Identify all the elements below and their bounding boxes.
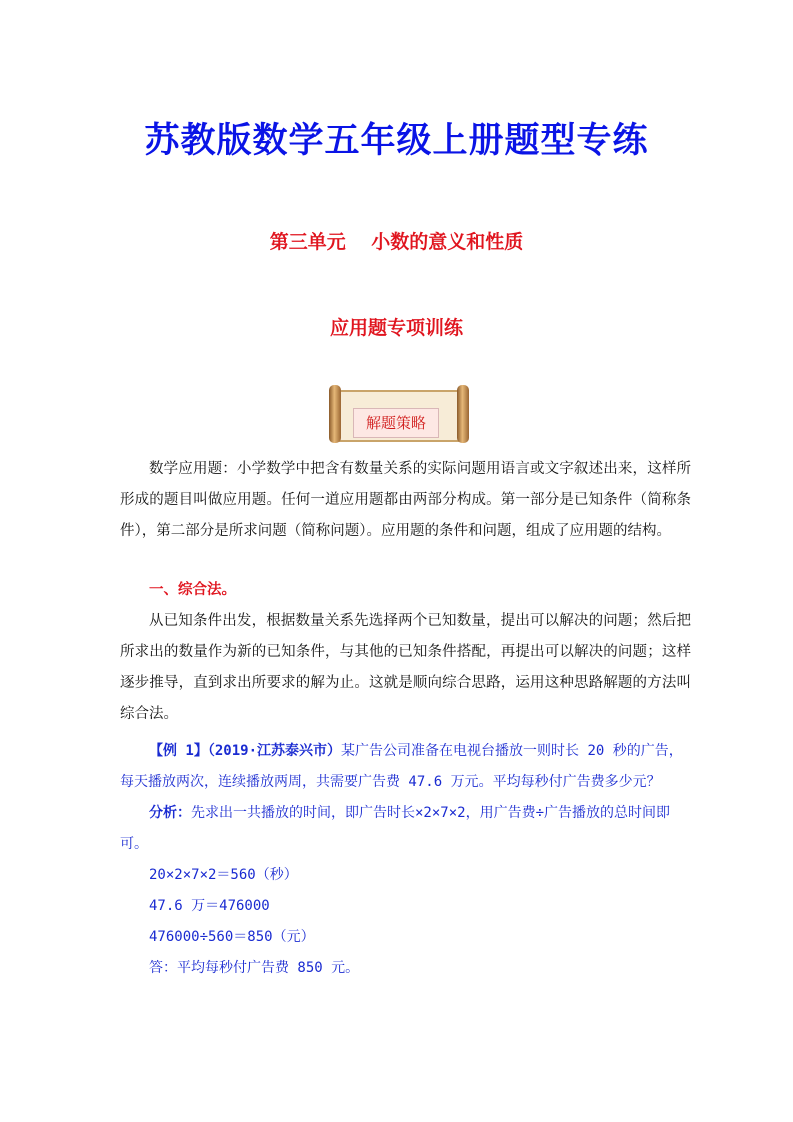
example-question [120, 736, 691, 798]
example-analysis [120, 798, 691, 860]
scroll-left-roll [329, 385, 341, 443]
intro-paragraph: 数学应用题：小学数学中把含有数量关系的实际问题用语言或文字叙述出来，这样所形成的题目叫做应用题。任何一道应用题都由两部分构成。第一部分是已知条件（简称条件），第二部分是所求问题（简称问题）。应用题的条件和问题，组成了应用题的结构。 [120, 461, 691, 539]
analysis-label: 分析： [149, 805, 191, 821]
example-source: （2019·江苏泰兴市） [207, 743, 342, 759]
example-block [120, 736, 691, 984]
example-question-text: 某广告公司准备在电视台播放一则时长 20 秒的广告，每天播放两次，连续播放两周，共需要广告费 47.6 万元。平均每秒付广告费多少元？ [120, 743, 683, 790]
unit-title: 第三单元 小数的意义和性质 [269, 231, 524, 253]
scroll-paper [339, 390, 459, 442]
scroll-right-roll [457, 385, 469, 443]
intro-section [120, 454, 691, 547]
solution-step: 47.6 万＝476000 [149, 898, 270, 914]
document-title: 苏教版数学五年级上册题型专练 [144, 121, 649, 161]
strategy-scroll-banner [329, 385, 469, 443]
solution-step: 476000÷560＝850（元） [149, 929, 315, 945]
method-section [120, 606, 691, 730]
method-paragraph: 从已知条件出发，根据数量关系先选择两个已知数量，提出可以解决的问题；然后把所求出的数量作为新的已知条件，与其他的已知条件搭配，再提出可以解决的问题；这样逐步推导，直到求出所要求的解为止。这就是顺向综合思路，运用这种思路解题的方法叫综合法。 [120, 613, 691, 722]
solution-answer: 答：平均每秒付广告费 850 元。 [149, 960, 360, 976]
analysis-text: 先求出一共播放的时间，即广告时长×2×7×2，用广告费÷广告播放的总时间即可。 [120, 805, 670, 852]
example-label: 【例 1】 [149, 743, 208, 759]
section-title: 应用题专项训练 [329, 317, 463, 339]
solution-step: 20×2×7×2＝560（秒） [149, 867, 298, 883]
strategy-label: 解题策略 [353, 408, 439, 438]
method-heading: 一、综合法。 [149, 582, 236, 598]
